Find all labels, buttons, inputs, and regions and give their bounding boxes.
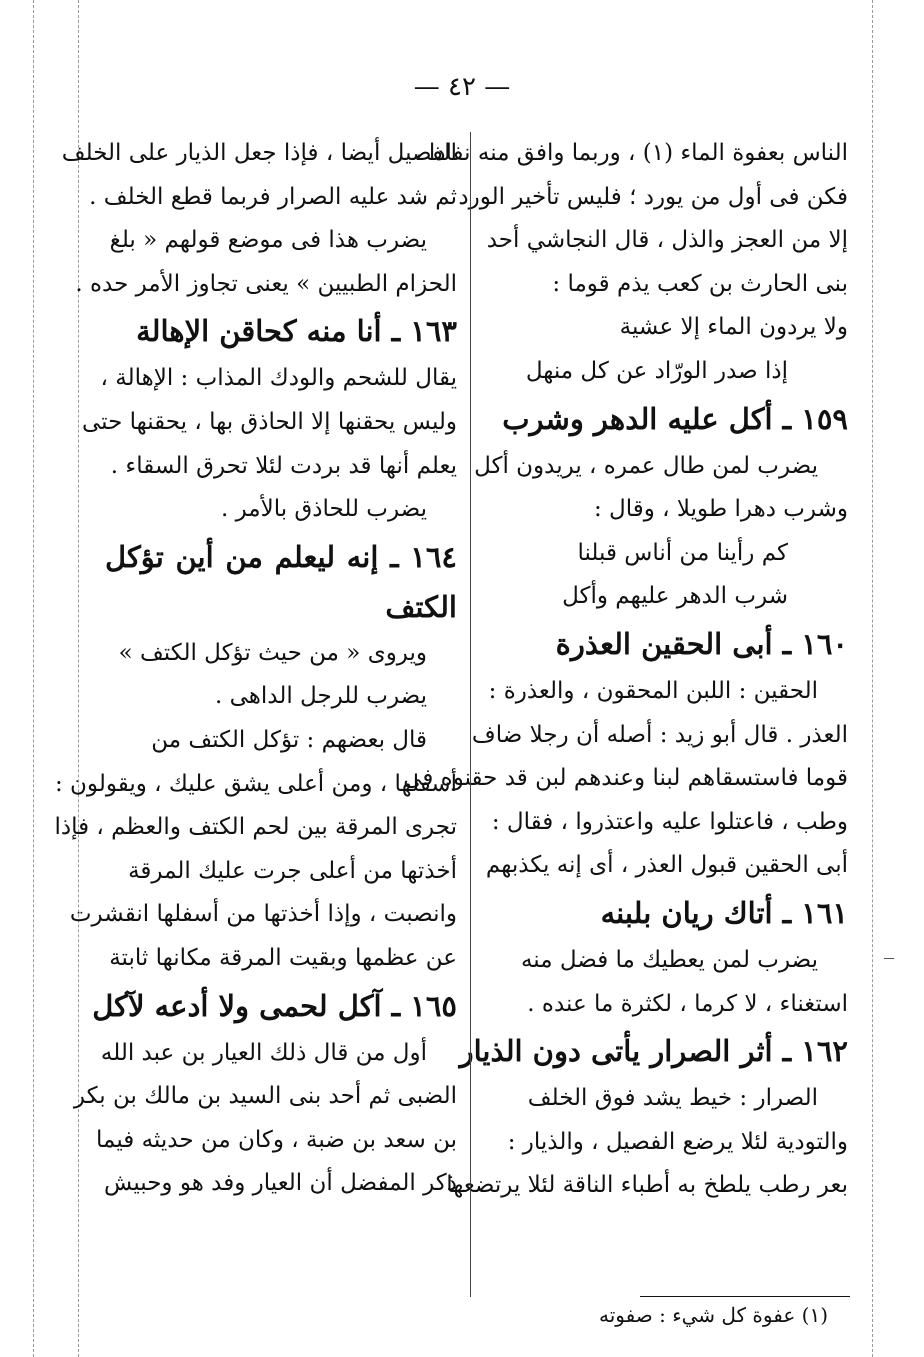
text-line: إذا صدر الورّاد عن كل منهل [525,357,788,384]
text-line: الفصيل أيضا ، فإذا جعل الذيار على الخلف [61,140,457,166]
text-line: بن سعد بن ضبة ، وكان من حديثه فيما [96,1126,457,1153]
text-line: قوما فاستسقاهم لبنا وعندهم لبن قد حقنوه فى [403,765,848,792]
scan-edge-line [33,0,34,1357]
text-line: ويروى « من حيث تؤكل الكتف » [118,639,427,666]
text-line: العذر . قال أبو زيد : أصله أن رجلا ضاف [471,721,848,748]
text-line: يضرب هذا فى موضع قولهم « بلغ [109,227,427,254]
text-line: فكن فى أول من يورد ؛ فليس تأخير الورد [458,183,848,210]
proverb-heading: ١٦٥ ـ آكل لحمى ولا أدعه لآكل [92,988,457,1023]
text-line: تجرى المرقة بين لحم الكتف والعظم ، فإذا [54,814,457,841]
text-line: يعلم أنها قد بردت لئلا تحرق السقاء . [110,452,457,479]
text-line: وشرب دهرا طويلا ، وقال : [593,496,848,523]
text-line: يقال للشحم والودك المذاب : الإهالة ، [100,365,457,392]
text-line: بعر رطب يلطخ به أطباء الناقة لئلا يرتضعها [446,1172,848,1199]
proverb-heading: ١٥٩ ـ أكل عليه الدهر وشرب [502,401,848,436]
scan-edge-line [78,0,79,1357]
text-line: وطب ، فاعتلوا عليه واعتذروا ، فقال : [491,808,848,835]
proverb-heading: ١٦٠ ـ أبى الحقين العذرة [555,626,848,661]
text-line: الحقين : اللبن المحقون ، والعذرة : [488,677,818,704]
text-line: أخذتها من أعلى جرت عليك المرقة [128,857,457,884]
footnote-rule [640,1296,850,1297]
right-column [403,132,848,1208]
text-line: ذكر المفضل أن العيار وفد هو وحبيش [104,1170,457,1197]
scan-edge-line [872,0,873,1357]
proverb-heading: ١٦٢ ـ أثر الصرار يأتى دون الذيار [459,1034,848,1069]
text-line: استغناء ، لا كرما ، لكثرة ما عنده . [527,990,848,1017]
text-line: شرب الدهر عليهم وأكل [562,583,788,610]
page-number: — ٤٢ — [413,72,511,102]
text-line: يضرب للحاذق بالأمر . [220,496,427,523]
text-line: أول من قال ذلك العيار بن عبد الله [100,1039,427,1066]
text-line: عن عظمها وبقيت المرقة مكانها ثابتة [109,944,457,971]
text-line: يضرب لمن يعطيك ما فضل منه [520,946,818,973]
proverb-heading: ١٦٣ ـ أنا منه كحاقن الإهالة [136,314,457,349]
scan-mark [884,958,894,959]
text-line: يضرب لمن طال عمره ، يريدون أكل [474,452,818,479]
text-line: الضبى ثم أحد بنى السيد بن مالك بن بكر [73,1083,457,1110]
text-line: والتودية لئلا يرضع الفصيل ، والذيار : [507,1128,848,1155]
text-line: إلا من العجز والذل ، قال النجاشي أحد [486,227,848,254]
text-line: وليس يحقنها إلا الحاذق بها ، يحقنها حتى [81,408,457,435]
text-line: كم رأينا من أناس قبلنا [577,539,788,566]
proverb-heading: ١٦٤ ـ إنه ليعلم من أين تؤكل الكتف [105,539,457,624]
left-column [54,132,457,1206]
footnote: (١) عفوة كل شيء : صفوته [599,1303,828,1327]
text-line: الحزام الطبيين » يعنى تجاوز الأمر حده . [75,270,457,297]
column-divider [470,132,471,1297]
text-line: ثم شد عليه الصرار فربما قطع الخلف . [89,183,457,210]
text-line: أسفلها ، ومن أعلى يشق عليك ، ويقولون : [54,770,457,797]
text-line: ولا يردون الماء إلا عشية [619,314,848,341]
text-line: الناس بعفوة الماء (١) ، وربما وافق منه نفادا ، [414,140,848,166]
proverb-heading: ١٦١ ـ أتاك ريان بلبنه [600,895,848,930]
text-line: وانصبت ، وإذا أخذتها من أسفلها انقشرت [69,901,457,928]
text-line: الصرار : خيط يشد فوق الخلف [527,1085,818,1112]
text-line: بنى الحارث بن كعب يذم قوما : [552,270,848,297]
text-line: يضرب للرجل الداهى . [214,683,427,710]
text-line: قال بعضهم : تؤكل الكتف من [151,726,427,753]
text-line: أبى الحقين قبول العذر ، أى إنه يكذبهم [485,852,848,879]
